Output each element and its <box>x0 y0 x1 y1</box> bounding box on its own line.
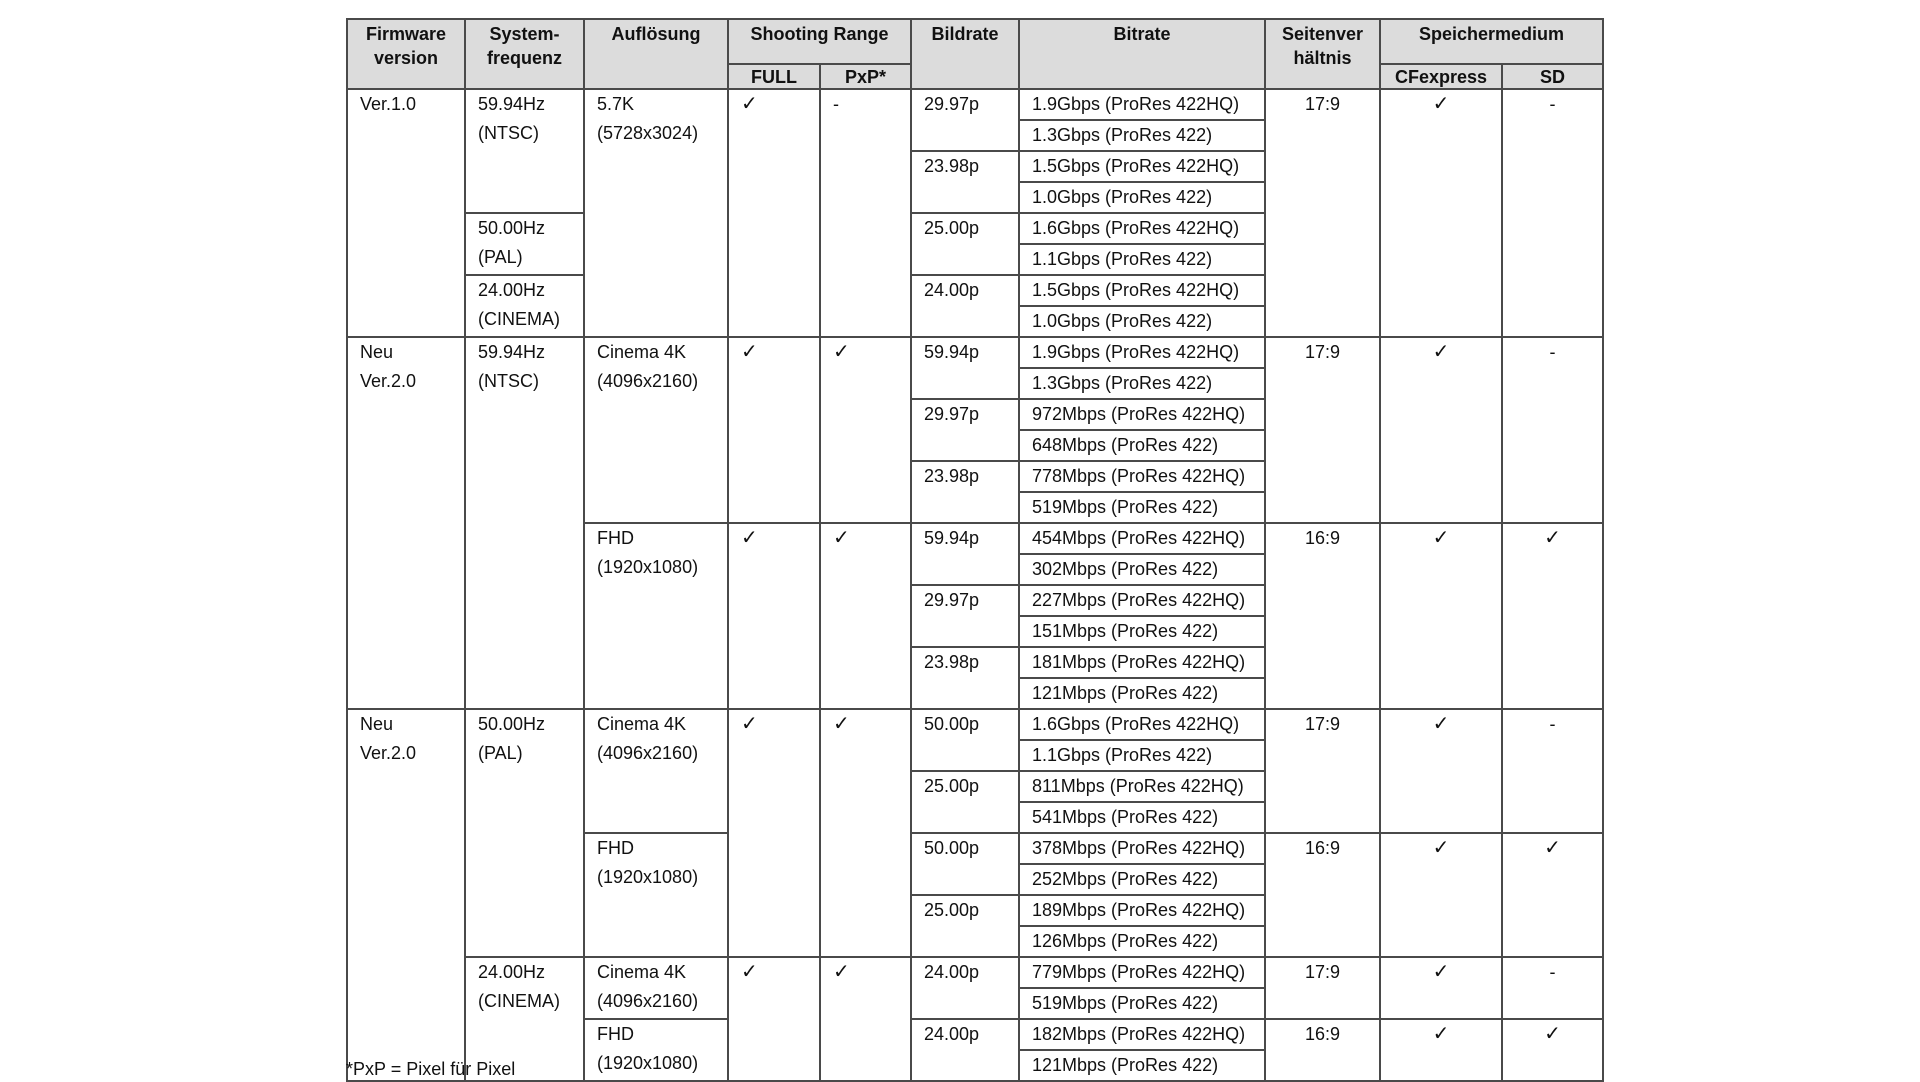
framerate-cell: 23.98p <box>911 151 1019 213</box>
bitrate-cell: 1.0Gbps (ProRes 422) <box>1019 306 1265 337</box>
cfexpress-check: ✓ <box>1380 1019 1502 1081</box>
bitrate-cell: 121Mbps (ProRes 422) <box>1019 678 1265 709</box>
pxp-check: ✓ <box>820 709 911 957</box>
header-storage-media: Speichermedium <box>1380 19 1603 64</box>
cfexpress-check: ✓ <box>1380 833 1502 957</box>
footnote: *PxP = Pixel für Pixel <box>346 1059 516 1079</box>
header-bitrate: Bitrate <box>1019 19 1265 89</box>
framerate-cell: 23.98p <box>911 647 1019 709</box>
full-check: ✓ <box>728 709 820 957</box>
full-check: ✓ <box>728 523 820 709</box>
framerate-cell: 59.94p <box>911 337 1019 399</box>
bitrate-cell: 1.1Gbps (ProRes 422) <box>1019 244 1265 275</box>
resolution-cell: 5.7K (5728x3024) <box>584 89 728 337</box>
cfexpress-check: ✓ <box>1380 523 1502 709</box>
system-frequency-cell: 24.00Hz (CINEMA) <box>465 957 584 1081</box>
cfexpress-check: ✓ <box>1380 709 1502 833</box>
header-system-frequency: System- frequenz <box>465 19 584 89</box>
bitrate-cell: 541Mbps (ProRes 422) <box>1019 802 1265 833</box>
framerate-cell: 25.00p <box>911 771 1019 833</box>
firmware-cell: Neu Ver.2.0 <box>347 709 465 1081</box>
aspect-cell: 16:9 <box>1265 1019 1380 1081</box>
framerate-cell: 50.00p <box>911 833 1019 895</box>
bitrate-cell: 1.1Gbps (ProRes 422) <box>1019 740 1265 771</box>
full-check: ✓ <box>728 957 820 1081</box>
system-frequency-cell: 50.00Hz (PAL) <box>465 709 584 957</box>
aspect-cell: 17:9 <box>1265 337 1380 523</box>
pxp-check: ✓ <box>820 337 911 523</box>
resolution-cell: FHD (1920x1080) <box>584 833 728 957</box>
bitrate-cell: 972Mbps (ProRes 422HQ) <box>1019 399 1265 430</box>
bitrate-cell: 189Mbps (ProRes 422HQ) <box>1019 895 1265 926</box>
bitrate-cell: 1.5Gbps (ProRes 422HQ) <box>1019 151 1265 182</box>
bitrate-cell: 182Mbps (ProRes 422HQ) <box>1019 1019 1265 1050</box>
sd-check: ✓ <box>1502 833 1603 957</box>
sd-none: - <box>1502 89 1603 337</box>
cfexpress-check: ✓ <box>1380 957 1502 1019</box>
pxp-none: - <box>820 89 911 337</box>
bitrate-cell: 1.6Gbps (ProRes 422HQ) <box>1019 213 1265 244</box>
full-check: ✓ <box>728 89 820 337</box>
system-frequency-cell: 59.94Hz (NTSC) <box>465 89 584 213</box>
bitrate-cell: 121Mbps (ProRes 422) <box>1019 1050 1265 1081</box>
header-pxp: PxP* <box>820 64 911 89</box>
framerate-cell: 24.00p <box>911 275 1019 337</box>
bitrate-cell: 1.6Gbps (ProRes 422HQ) <box>1019 709 1265 740</box>
sd-none: - <box>1502 957 1603 1019</box>
header-resolution: Auflösung <box>584 19 728 89</box>
bitrate-cell: 1.9Gbps (ProRes 422HQ) <box>1019 89 1265 120</box>
framerate-cell: 29.97p <box>911 89 1019 151</box>
system-frequency-cell: 24.00Hz (CINEMA) <box>465 275 584 337</box>
table-row <box>347 89 1603 120</box>
framerate-cell: 59.94p <box>911 523 1019 585</box>
full-check: ✓ <box>728 337 820 523</box>
sd-check: ✓ <box>1502 1019 1603 1081</box>
aspect-cell: 17:9 <box>1265 709 1380 833</box>
resolution-cell: Cinema 4K (4096x2160) <box>584 709 728 833</box>
resolution-cell: Cinema 4K (4096x2160) <box>584 337 728 523</box>
header-framerate: Bildrate <box>911 19 1019 89</box>
framerate-cell: 24.00p <box>911 1019 1019 1081</box>
aspect-cell: 17:9 <box>1265 89 1380 337</box>
header-cfexpress: CFexpress <box>1380 64 1502 89</box>
bitrate-cell: 1.5Gbps (ProRes 422HQ) <box>1019 275 1265 306</box>
bitrate-cell: 779Mbps (ProRes 422HQ) <box>1019 957 1265 988</box>
framerate-cell: 24.00p <box>911 957 1019 1019</box>
system-frequency-cell: 50.00Hz (PAL) <box>465 213 584 275</box>
header-shooting-range: Shooting Range <box>728 19 911 64</box>
bitrate-cell: 378Mbps (ProRes 422HQ) <box>1019 833 1265 864</box>
pxp-check: ✓ <box>820 523 911 709</box>
framerate-cell: 29.97p <box>911 585 1019 647</box>
framerate-cell: 25.00p <box>911 895 1019 957</box>
aspect-cell: 16:9 <box>1265 523 1380 709</box>
resolution-cell: Cinema 4K (4096x2160) <box>584 957 728 1019</box>
framerate-cell: 50.00p <box>911 709 1019 771</box>
aspect-cell: 17:9 <box>1265 957 1380 1019</box>
bitrate-cell: 126Mbps (ProRes 422) <box>1019 926 1265 957</box>
bitrate-cell: 252Mbps (ProRes 422) <box>1019 864 1265 895</box>
bitrate-cell: 648Mbps (ProRes 422) <box>1019 430 1265 461</box>
framerate-cell: 29.97p <box>911 399 1019 461</box>
cfexpress-check: ✓ <box>1380 89 1502 337</box>
table-row <box>347 337 1603 368</box>
cfexpress-check: ✓ <box>1380 337 1502 523</box>
header-aspect-ratio: Seitenver hältnis <box>1265 19 1380 89</box>
bitrate-cell: 227Mbps (ProRes 422HQ) <box>1019 585 1265 616</box>
firmware-cell: Neu Ver.2.0 <box>347 337 465 709</box>
bitrate-cell: 181Mbps (ProRes 422HQ) <box>1019 647 1265 678</box>
table-row <box>347 709 1603 740</box>
spec-table <box>346 18 1604 1082</box>
bitrate-cell: 1.3Gbps (ProRes 422) <box>1019 368 1265 399</box>
header-sd: SD <box>1502 64 1603 89</box>
framerate-cell: 25.00p <box>911 213 1019 275</box>
header-full: FULL <box>728 64 820 89</box>
system-frequency-cell: 59.94Hz (NTSC) <box>465 337 584 709</box>
resolution-cell: FHD (1920x1080) <box>584 523 728 709</box>
bitrate-cell: 302Mbps (ProRes 422) <box>1019 554 1265 585</box>
resolution-cell: FHD (1920x1080) <box>584 1019 728 1081</box>
bitrate-cell: 519Mbps (ProRes 422) <box>1019 492 1265 523</box>
firmware-cell: Ver.1.0 <box>347 89 465 337</box>
bitrate-cell: 1.3Gbps (ProRes 422) <box>1019 120 1265 151</box>
bitrate-cell: 454Mbps (ProRes 422HQ) <box>1019 523 1265 554</box>
bitrate-cell: 1.0Gbps (ProRes 422) <box>1019 182 1265 213</box>
sd-none: - <box>1502 337 1603 523</box>
bitrate-cell: 519Mbps (ProRes 422) <box>1019 988 1265 1019</box>
bitrate-cell: 1.9Gbps (ProRes 422HQ) <box>1019 337 1265 368</box>
header-firmware: Firmware version <box>347 19 465 89</box>
table-row <box>347 957 1603 988</box>
pxp-check: ✓ <box>820 957 911 1081</box>
sd-check: ✓ <box>1502 523 1603 709</box>
aspect-cell: 16:9 <box>1265 833 1380 957</box>
bitrate-cell: 778Mbps (ProRes 422HQ) <box>1019 461 1265 492</box>
bitrate-cell: 151Mbps (ProRes 422) <box>1019 616 1265 647</box>
bitrate-cell: 811Mbps (ProRes 422HQ) <box>1019 771 1265 802</box>
sd-none: - <box>1502 709 1603 833</box>
framerate-cell: 23.98p <box>911 461 1019 523</box>
